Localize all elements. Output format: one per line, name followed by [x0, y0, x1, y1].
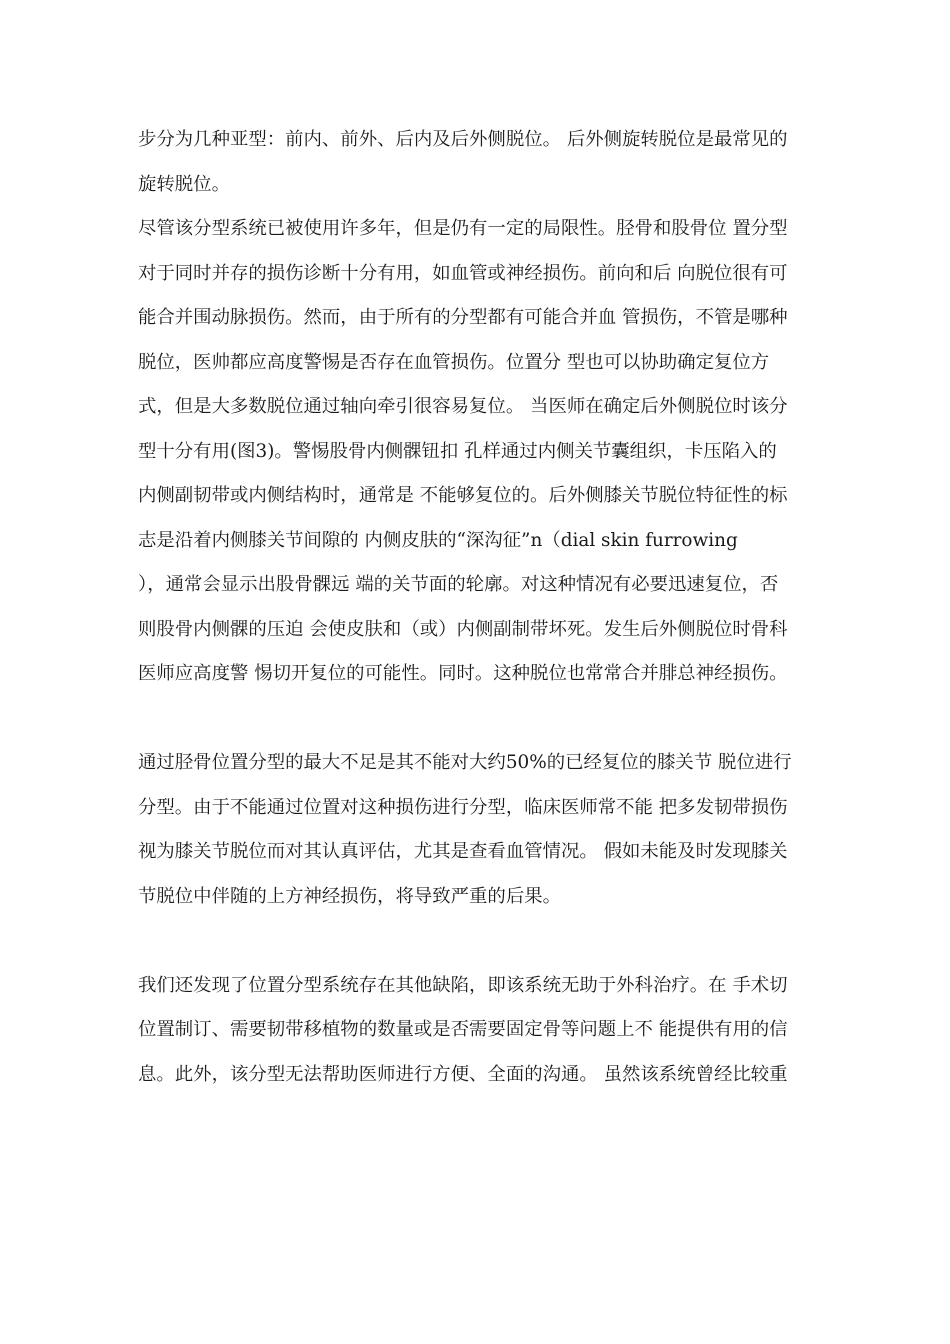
- text-line: 分型。由于不能通过位置对这种损伤进行分型，临床医师常不能 把多发韧带损伤: [138, 796, 788, 818]
- text-line: ），通常会显示出股骨髁远 端的关节面的轮廓。对这种情况有必要迅速复位，否: [138, 574, 779, 595]
- document-page: [138, 118, 828, 1097]
- paragraph-1: [138, 118, 828, 207]
- text-line: 内侧副韧带或内侧结构时，通常是 不能够复位的。后外侧膝关节脱位特征性的标: [138, 485, 788, 506]
- text-line: 视为膝关节脱位而对其认真评估，尤其是查看血管情况。 假如未能及时发现膝关: [138, 841, 788, 862]
- text-line: 型十分有用(图3)。警惕股骨内侧髁钮扣 孔样通过内侧关节囊组织，卡压陷入的: [138, 440, 777, 462]
- text-line: 式，但是大多数脱位通过轴向牵引很容易复位。 当医师在确定后外侧脱位时该分: [138, 396, 788, 417]
- text-line: 步分为几种亚型：前内、前外、后内及后外侧脱位。 后外侧旋转脱位是最常见的: [138, 129, 788, 150]
- paragraph-spacer: [138, 919, 828, 964]
- text-line: 节脱位中伴随的上方神经损伤，将导致严重的后果。: [138, 885, 561, 907]
- paragraph-spacer: [138, 697, 828, 742]
- text-line: 尽管该分型系统已被使用许多年，但是仍有一定的局限性。胫骨和股骨位 置分型: [138, 218, 788, 239]
- paragraph-4: [138, 964, 828, 1098]
- paragraph-2: [138, 207, 828, 697]
- text-line: 则股骨内侧髁的压迫 会使皮肤和（或）内侧副制带坏死。发生后外侧脱位时骨科: [138, 618, 788, 640]
- text-line: 脱位，医帅都应高度警惕是否存在血管损伤。位置分 型也可以协助确定复位方: [138, 351, 770, 373]
- paragraph-3: [138, 741, 828, 919]
- text-line: 位置制订、需要韧带移植物的数量或是否需要固定骨等问题上不 能提供有用的信: [138, 1019, 788, 1040]
- text-line: 对于同时并存的损伤诊断十分有用，如血管或神经损伤。前向和后 向脱位很有可: [138, 262, 788, 284]
- text-line: 通过胫骨位置分型的最大不足是其不能对大约50%的已经复位的膝关节 脱位进行: [138, 752, 792, 773]
- text-line: 旋转脱位。: [138, 173, 230, 195]
- text-line: 我们还发现了位置分型系统存在其他缺陷，即该系统无助于外科治疗。在 手术切: [138, 974, 788, 996]
- text-line: 能合并围动脉损伤。然而，由于所有的分型都有可能合并血 管损伤，不管是哪种: [138, 307, 788, 328]
- text-line: 医师应高度警 惕切开复位的可能性。同时。这种脱位也常常合并腓总神经损伤。: [138, 663, 788, 684]
- text-line: 息。此外，该分型无法帮助医师进行方便、全面的沟通。 虽然该系统曾经比较重: [138, 1063, 788, 1085]
- text-line: 志是沿着内侧膝关节间隙的 内侧皮肤的“深沟征”n（dial skin furrowing: [138, 529, 738, 551]
